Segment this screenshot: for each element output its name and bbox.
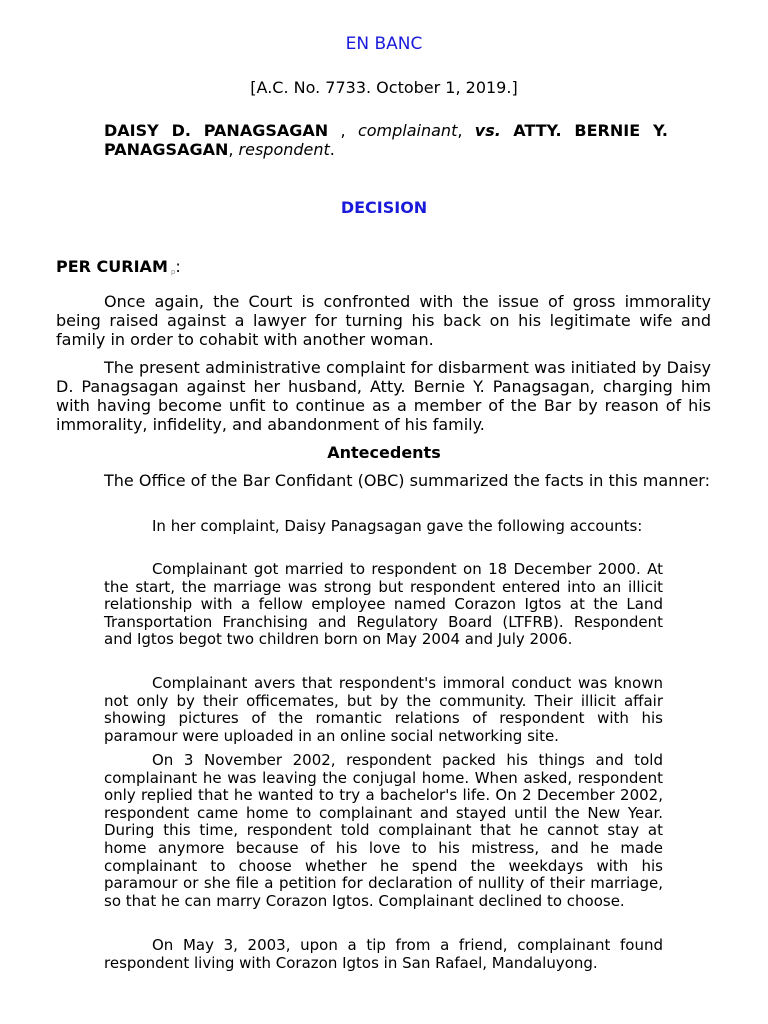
quoted-text: On 3 November 2002, respondent packed his things and told complainant he was leaving the conjugal home. When asked, respondent only replied that he wanted to try a bachelor's life. On 2 December 2002, respondent came home to complainant and stayed until the New Year. During this time, respondent told complainant that he cannot stay at home anymore because of his love to his mistress, and he made complainant to choose whether he spend the weekdays with his paramour or she file a petition for declaration of nullity of their marriage, so that he can marry Corazon Igtos. Complainant declined to choose. — [104, 751, 663, 910]
complainant-name: DAISY D. PANAGSAGAN — [104, 121, 329, 140]
respondent-name: ATTY. BERNIE Y. PANAGSAGAN — [104, 121, 668, 159]
quoted-text: On May 3, 2003, upon a tip from a friend, complainant found respondent living with Corazon Igtos in San Rafael, Mandaluyong. — [104, 936, 663, 972]
respondent-role: respondent — [238, 140, 330, 159]
section-heading: Antecedents — [327, 443, 441, 462]
footnote-marker[interactable]: p — [170, 268, 176, 276]
quoted-paragraph-1 — [104, 518, 663, 536]
quoted-paragraph-2 — [104, 561, 663, 649]
quoted-paragraph-3 — [104, 675, 663, 745]
case-number: [A.C. No. 7733. October 1, 2019.] — [250, 78, 518, 97]
quoted-paragraph-4 — [104, 752, 663, 910]
paragraph-text: The present administrative complaint for disbarment was initiated by Daisy D. Panagsagan against her husband, Atty. Bernie Y. Panagsagan, charging him with having become unfit to continue as a member of the Bar by reason of his immorality, infidelity, and abandonment of his family. — [56, 358, 711, 434]
complainant-role: complainant — [357, 121, 458, 140]
paragraph-text: The Office of the Bar Confidant (OBC) summarized the facts in this manner: — [104, 471, 710, 490]
quoted-text: In her complaint, Daisy Panagsagan gave the following accounts: — [152, 517, 643, 535]
paragraph-1 — [56, 292, 711, 349]
paragraph-obc-intro — [56, 471, 711, 490]
versus-label: vs. — [474, 121, 501, 140]
decision-title: DECISION — [340, 198, 428, 217]
court-division: EN BANC — [345, 34, 423, 54]
ponente-line: PER CURIAM p: — [56, 257, 181, 276]
ponente-label: PER CURIAM — [56, 257, 168, 276]
paragraph-text: Once again, the Court is confronted with the issue of gross immorality being raised against a lawyer for turning his back on his legitimate wife and family in order to cohabit with another woman. — [56, 292, 711, 349]
quoted-paragraph-5 — [104, 937, 663, 972]
quoted-text: Complainant avers that respondent's immoral conduct was known not only by their officemates, but by the community. Their illicit affair showing pictures of the romantic relations of respondent with his paramour were uploaded in an online social networking site. — [104, 674, 663, 745]
paragraph-2 — [56, 358, 711, 434]
case-parties: DAISY D. PANAGSAGAN , complainant, vs. ATTY. BERNIE Y. PANAGSAGAN, respondent. — [104, 121, 668, 159]
quoted-text: Complainant got married to respondent on 18 December 2000. At the start, the marriage was strong but respondent entered into an illicit relationship with a fellow employee named Corazon Igtos at the Land Transportation Franchising and Regulatory Board (LTFRB). Respondent and Igtos begot two children born on May 2004 and July 2006. — [104, 560, 663, 649]
